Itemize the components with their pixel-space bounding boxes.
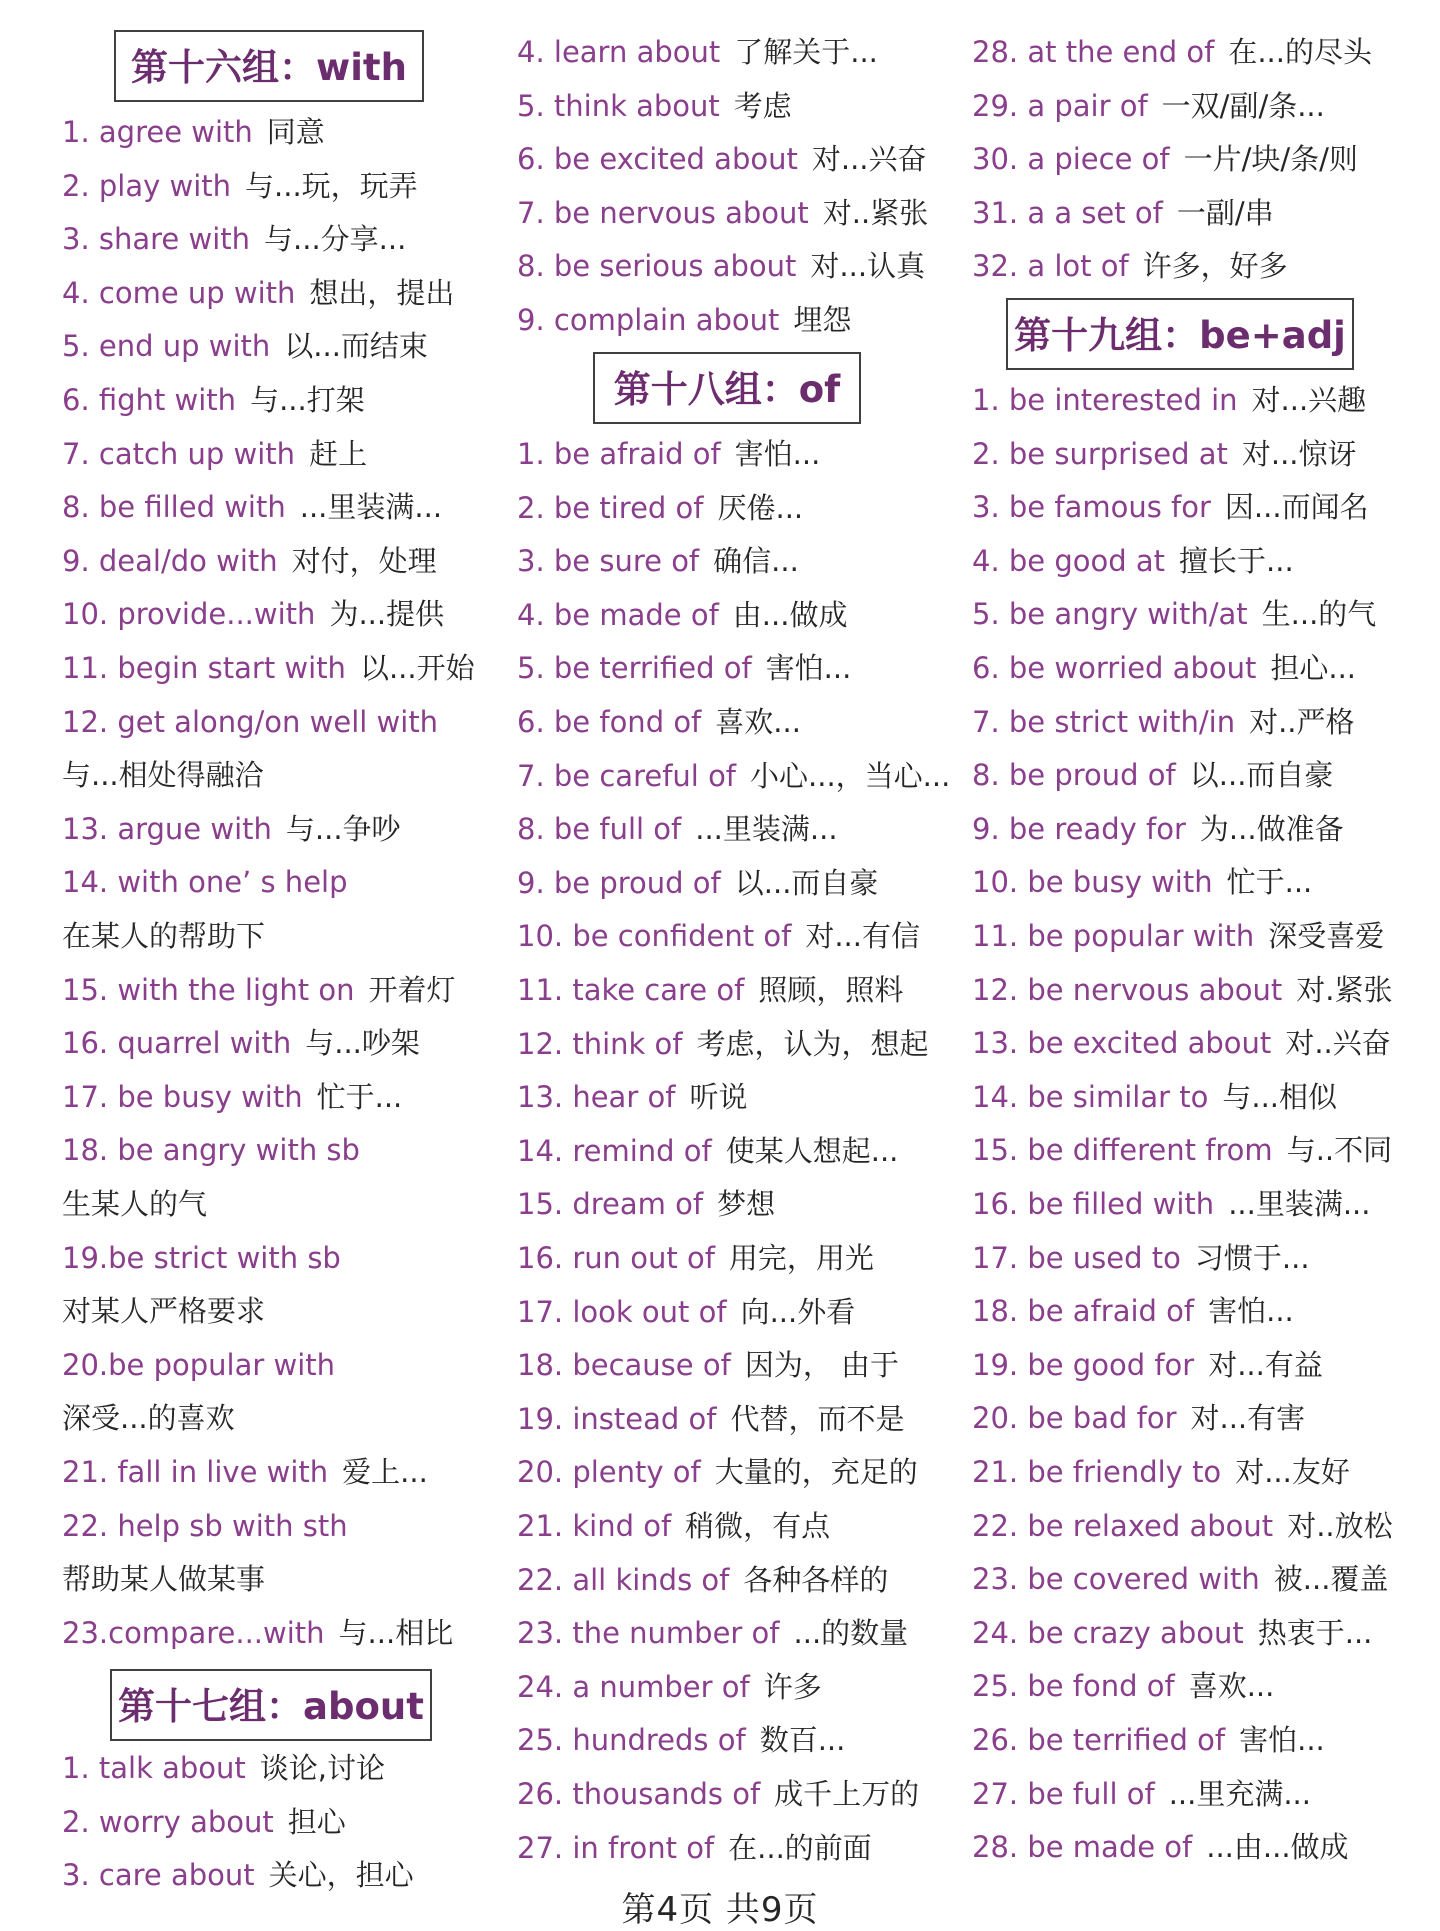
phrase-english: 4. learn about — [517, 35, 721, 69]
phrase-chinese: 用完，用光 — [728, 1241, 874, 1275]
phrase-chinese: 被...覆盖 — [1273, 1562, 1389, 1597]
phrase-item — [517, 1564, 888, 1597]
group-heading-with: 第十六组：with — [114, 30, 424, 102]
phrase-item — [972, 1831, 1349, 1864]
phrase-english: 3. be sure of — [517, 544, 700, 579]
phrase-english: 25. hundreds of — [517, 1723, 746, 1758]
phrase-english: 14. be similar to — [972, 1079, 1209, 1114]
phrase-item — [972, 974, 1392, 1007]
phrase-english: 16. be filled with — [972, 1187, 1215, 1221]
phrase-item — [517, 304, 851, 337]
phrase-chinese: 与...吵架 — [305, 1026, 420, 1061]
phrase-item — [517, 90, 792, 123]
phrase-item — [972, 1134, 1392, 1167]
phrase-chinese: ...里装满... — [299, 490, 443, 525]
phrase-item — [517, 36, 878, 69]
phrase-chinese: 对...有益 — [1208, 1347, 1323, 1382]
phrase-english: 1. be interested in — [972, 383, 1238, 417]
phrase-chinese: 以...开始 — [359, 651, 475, 685]
phrase-item — [62, 1806, 346, 1839]
phrase-english: 28. at the end of — [972, 35, 1215, 69]
phrase-english: 4. be made of — [517, 597, 719, 632]
phrase-item — [972, 384, 1366, 417]
phrase-english: 18. be afraid of — [972, 1294, 1195, 1329]
phrase-item — [972, 545, 1294, 578]
phrase-item — [62, 1349, 335, 1382]
phrase-item — [62, 1027, 420, 1060]
phrase-english: 5. be angry with/at — [972, 597, 1248, 632]
phrase-english: 13. be excited about — [972, 1026, 1272, 1061]
phrase-chinese: 想出，提出 — [309, 275, 455, 310]
phrase-item — [972, 143, 1358, 176]
phrase-english: 1. talk about — [62, 1751, 246, 1785]
phrase-item — [972, 1563, 1388, 1596]
phrase-item — [517, 1617, 908, 1650]
phrase-chinese: 害怕... — [1239, 1723, 1325, 1757]
phrase-chinese: 数百... — [759, 1723, 846, 1758]
group-heading-of: 第十八组：of — [593, 352, 861, 424]
phrase-chinese: 代替，而不是 — [730, 1401, 905, 1436]
phrase-chinese: 喜欢... — [715, 705, 801, 739]
phrase-english: 10. provide...with — [62, 597, 316, 632]
phrase-item — [517, 1832, 872, 1865]
phrase-english: 14. with one’ s help — [62, 865, 348, 900]
phrase-chinese: 赶上 — [309, 436, 368, 471]
phrase-item — [517, 652, 851, 685]
phrase-english: 28. be made of — [972, 1830, 1193, 1865]
phrase-chinese: 许多 — [763, 1669, 822, 1704]
phrase-chinese: 由...做成 — [732, 597, 848, 632]
phrase-item — [972, 1670, 1274, 1703]
phrase-chinese: 对.紧张 — [1296, 972, 1393, 1007]
phrase-item — [62, 1242, 341, 1275]
phrase-chinese: 以...而自豪 — [734, 865, 879, 900]
phrase-chinese: 深受喜爱 — [1268, 919, 1385, 953]
phrase-item — [972, 1724, 1325, 1757]
phrase-english: 11. be popular with — [972, 919, 1255, 953]
phrase-english: 16. quarrel with — [62, 1026, 292, 1061]
phrase-item — [62, 1295, 265, 1328]
phrase-chinese: 成千上万的 — [774, 1777, 920, 1811]
phrase-chinese: 小心...，当心... — [750, 758, 951, 793]
phrase-chinese: 对付，处理 — [291, 543, 437, 578]
phrase-item — [517, 1671, 822, 1704]
phrase-chinese: 以...而结束 — [284, 329, 428, 364]
phrase-chinese: 一片/块/条/则 — [1183, 142, 1358, 177]
phrase-english: 11. take care of — [517, 973, 745, 1007]
phrase-english: 15. dream of — [517, 1187, 704, 1222]
phrase-chinese: 对...认真 — [810, 249, 926, 284]
phrase-item — [62, 759, 264, 792]
phrase-chinese: 开着灯 — [368, 972, 456, 1007]
group-heading-about: 第十七组：about — [110, 1669, 432, 1741]
phrase-english: 22. be relaxed about — [972, 1508, 1274, 1543]
phrase-item — [517, 1242, 874, 1275]
phrase-item — [517, 1456, 918, 1489]
phrase-item — [972, 1027, 1391, 1060]
phrase-item — [62, 116, 325, 149]
phrase-item — [972, 598, 1376, 631]
phrase-english: 26. thousands of — [517, 1777, 761, 1811]
phrase-item — [972, 1081, 1337, 1114]
phrase-english: 20. be bad for — [972, 1401, 1177, 1436]
phrase-chinese: 稍微，有点 — [685, 1509, 831, 1543]
phrase-item — [62, 974, 456, 1007]
phrase-item — [972, 652, 1356, 685]
phrase-english: 27. in front of — [517, 1830, 715, 1865]
phrase-english: 3. be famous for — [972, 490, 1211, 525]
phrase-item — [62, 1402, 235, 1435]
phrase-chinese: 喜欢... — [1188, 1669, 1275, 1704]
phrase-english: 1. agree with — [62, 115, 253, 149]
phrase-english: 22. help sb with sth — [62, 1508, 348, 1543]
phrase-chinese: 以...而自豪 — [1189, 758, 1334, 793]
phrase-item — [62, 491, 442, 524]
phrase-english: 7. be nervous about — [517, 195, 809, 230]
phrase-item — [62, 330, 428, 363]
phrase-chinese: 习惯于... — [1194, 1240, 1310, 1275]
phrase-english: 6. be excited about — [517, 142, 798, 177]
phrase-item — [62, 170, 418, 203]
phrase-english: 9. deal/do with — [62, 543, 278, 578]
phrase-chinese: 害怕... — [765, 651, 852, 686]
phrase-english: 24. a number of — [517, 1669, 750, 1704]
phrase-english: 9. be proud of — [517, 865, 721, 900]
phrase-item — [517, 867, 878, 900]
phrase-english: 6. be fond of — [517, 705, 702, 739]
phrase-item — [62, 1456, 428, 1489]
phrase-chinese: 梦想 — [717, 1187, 776, 1222]
phrase-english: 8. be serious about — [517, 249, 797, 284]
phrase-english: 8. be proud of — [972, 758, 1176, 793]
phrase-english: 14. remind of — [517, 1133, 712, 1168]
phrase-english: 21. be friendly to — [972, 1455, 1222, 1489]
phrase-english: 18. because of — [517, 1348, 731, 1383]
phrase-item — [517, 1135, 898, 1168]
phrase-english: 8. be filled with — [62, 490, 286, 525]
phrase-chinese: 与...相似 — [1222, 1079, 1338, 1114]
phrase-item — [972, 1242, 1310, 1275]
phrase-chinese: 一双/副/条... — [1161, 88, 1325, 123]
phrase-item — [517, 1296, 855, 1329]
phrase-item — [972, 920, 1384, 953]
phrase-chinese: 确信... — [713, 544, 799, 579]
phrase-item — [517, 545, 799, 578]
phrase-chinese: 使某人想起... — [725, 1133, 899, 1168]
phrase-item — [62, 813, 401, 846]
phrase-english: 4. come up with — [62, 275, 296, 310]
phrase-chinese: 为...做准备 — [1199, 811, 1344, 846]
phrase-english: 10. be confident of — [517, 919, 792, 954]
phrase-chinese: 在...的尽头 — [1228, 35, 1372, 69]
phrase-item — [972, 813, 1344, 846]
phrase-chinese: 对...兴趣 — [1251, 383, 1367, 417]
phrase-english: 25. be fond of — [972, 1669, 1175, 1704]
phrase-chinese: 考虑，认为，想起 — [696, 1026, 929, 1061]
phrase-item — [62, 1188, 207, 1221]
phrase-english: 11. begin start with — [62, 651, 346, 685]
phrase-item — [62, 866, 348, 899]
phrase-item — [62, 384, 365, 417]
phrase-chinese: 一副/串 — [1176, 195, 1274, 230]
phrase-chinese: 爱上... — [342, 1455, 428, 1489]
phrase-english: 31. a a set of — [972, 195, 1163, 230]
phrase-item — [972, 759, 1333, 792]
phrase-item — [517, 706, 801, 739]
phrase-english: 9. complain about — [517, 303, 780, 337]
phrase-chinese: 向...外看 — [740, 1294, 856, 1329]
phrase-chinese: 热衷于... — [1257, 1615, 1373, 1650]
phrase-item — [972, 36, 1372, 69]
phrase-english: 3. share with — [62, 222, 251, 257]
phrase-item — [517, 1778, 919, 1811]
phrase-chinese: 对某人严格要求 — [62, 1294, 266, 1329]
phrase-chinese: 与...相比 — [338, 1615, 454, 1650]
phrase-english: 19. be good for — [972, 1347, 1195, 1382]
phrase-english: 7. be strict with/in — [972, 704, 1236, 739]
phrase-chinese: 对...惊讶 — [1241, 436, 1357, 471]
phrase-chinese: 各种各样的 — [743, 1562, 889, 1597]
phrase-chinese: 对..严格 — [1249, 704, 1355, 739]
phrase-english: 21. fall in live with — [62, 1455, 329, 1489]
phrase-item — [517, 1510, 830, 1543]
phrase-chinese: 在某人的帮助下 — [62, 919, 266, 953]
phrase-chinese: ...的数量 — [793, 1616, 909, 1651]
phrase-item — [972, 1456, 1350, 1489]
phrase-english: 19.be strict with sb — [62, 1240, 341, 1275]
phrase-chinese: 考虑 — [733, 88, 792, 123]
phrase-chinese: 在...的前面 — [728, 1830, 872, 1865]
phrase-chinese: ...里装满... — [695, 812, 838, 847]
phrase-item — [972, 1188, 1371, 1221]
phrase-item — [517, 250, 925, 283]
phrase-item — [62, 652, 475, 685]
phrase-chinese: 谈论,讨论 — [259, 1751, 385, 1785]
phrase-item — [62, 706, 438, 739]
phrase-english: 23. be covered with — [972, 1562, 1260, 1597]
phrase-item — [517, 1188, 775, 1221]
phrase-chinese: 生...的气 — [1261, 597, 1377, 632]
phrase-item — [62, 223, 406, 256]
phrase-english: 19. instead of — [517, 1401, 717, 1436]
phrase-chinese: 对...兴奋 — [811, 142, 927, 177]
phrase-item — [517, 438, 820, 471]
phrase-english: 16. run out of — [517, 1241, 715, 1275]
page-footer: 第4页 共9页 — [621, 1890, 819, 1930]
phrase-english: 24. be crazy about — [972, 1615, 1244, 1650]
phrase-chinese: 忙于... — [316, 1079, 403, 1114]
phrase-english: 13. argue with — [62, 811, 272, 846]
phrase-item — [517, 920, 920, 953]
phrase-item — [517, 813, 838, 846]
phrase-english: 26. be terrified of — [972, 1723, 1226, 1757]
phrase-chinese: 大量的，充足的 — [714, 1455, 918, 1490]
phrase-item — [62, 277, 454, 310]
phrase-item — [62, 438, 367, 471]
phrase-item — [517, 1724, 845, 1757]
phrase-chinese: 深受...的喜欢 — [62, 1401, 235, 1436]
phrase-item — [972, 1295, 1294, 1328]
phrase-chinese: 因为， 由于 — [744, 1348, 900, 1383]
phrase-item — [517, 492, 803, 525]
phrase-english: 15. be different from — [972, 1133, 1273, 1168]
phrase-english: 32. a lot of — [972, 249, 1129, 284]
phrase-item — [517, 143, 927, 176]
phrase-chinese: 与...玩，玩弄 — [245, 168, 418, 203]
phrase-chinese: 为...提供 — [329, 597, 445, 632]
phrase-english: 17. look out of — [517, 1294, 727, 1329]
phrase-english: 20.be popular with — [62, 1347, 336, 1382]
phrase-chinese: 对..兴奋 — [1285, 1026, 1391, 1061]
phrase-item — [972, 1349, 1323, 1382]
phrase-english: 9. be ready for — [972, 811, 1186, 846]
phrase-english: 21. kind of — [517, 1509, 672, 1543]
phrase-chinese: 与...相处得融洽 — [62, 758, 264, 793]
phrase-item — [972, 1778, 1311, 1811]
phrase-english: 12. think of — [517, 1026, 683, 1061]
phrase-item — [62, 1563, 265, 1596]
phrase-english: 12. get along/on well with — [62, 704, 439, 739]
phrase-chinese: 与..不同 — [1286, 1133, 1393, 1168]
phrase-item — [62, 1617, 453, 1650]
phrase-chinese: 担心... — [1270, 651, 1357, 685]
phrase-english: 27. be full of — [972, 1776, 1155, 1811]
phrase-item — [62, 545, 437, 578]
phrase-item — [972, 866, 1312, 899]
phrase-english: 17. be used to — [972, 1240, 1181, 1275]
phrase-chinese: 埋怨 — [793, 303, 852, 337]
phrase-item — [62, 1752, 385, 1785]
phrase-chinese: 害怕... — [734, 437, 821, 471]
phrase-chinese: ...由...做成 — [1206, 1830, 1349, 1865]
phrase-item — [972, 706, 1355, 739]
phrase-item — [62, 1081, 402, 1114]
phrase-english: 2. be surprised at — [972, 436, 1228, 471]
phrase-chinese: 擅长于... — [1179, 543, 1294, 578]
phrase-chinese: 与...争吵 — [285, 811, 401, 846]
phrase-chinese: 害怕... — [1208, 1294, 1294, 1329]
phrase-item — [972, 438, 1357, 471]
phrase-chinese: 担心 — [287, 1804, 346, 1839]
phrase-item — [972, 1402, 1305, 1435]
phrase-english: 2. be tired of — [517, 490, 704, 525]
phrase-item — [62, 1510, 348, 1543]
phrase-item — [972, 491, 1369, 524]
phrase-english: 15. with the light on — [62, 972, 355, 1007]
phrase-item — [62, 1134, 360, 1167]
phrase-english: 5. end up with — [62, 329, 271, 364]
phrase-chinese: 对...有信 — [805, 919, 920, 954]
phrase-item — [62, 598, 444, 631]
phrase-chinese: 生某人的气 — [62, 1187, 208, 1221]
phrase-chinese: ...里装满... — [1228, 1187, 1371, 1221]
phrase-chinese: ...里充满... — [1168, 1776, 1311, 1811]
phrase-english: 17. be busy with — [62, 1079, 303, 1114]
phrase-english: 30. a piece of — [972, 142, 1170, 177]
phrase-english: 3. care about — [62, 1858, 255, 1893]
phrase-english: 29. a pair of — [972, 88, 1148, 123]
phrase-item — [517, 599, 847, 632]
phrase-chinese: 厌倦... — [717, 490, 804, 525]
phrase-english: 2. play with — [62, 168, 232, 203]
phrase-chinese: 关心，担心 — [268, 1858, 414, 1893]
phrase-item — [972, 250, 1288, 283]
phrase-chinese: 与...打架 — [250, 383, 365, 417]
phrase-english: 18. be angry with sb — [62, 1133, 360, 1168]
phrase-item — [517, 1028, 929, 1061]
phrase-item — [517, 1081, 747, 1114]
phrase-chinese: 与...分享... — [264, 222, 407, 257]
phrase-item — [517, 760, 950, 793]
phrase-item — [517, 974, 903, 1007]
phrase-item — [972, 1510, 1393, 1543]
phrase-chinese: 忙于... — [1226, 865, 1313, 900]
phrase-english: 8. be full of — [517, 812, 682, 847]
phrase-english: 10. be busy with — [972, 865, 1213, 900]
phrase-english: 4. be good at — [972, 543, 1166, 578]
phrase-english: 6. fight with — [62, 383, 237, 417]
phrase-item — [972, 197, 1274, 230]
phrase-item — [972, 90, 1325, 123]
phrase-chinese: 听说 — [689, 1080, 748, 1115]
phrase-english: 13. hear of — [517, 1080, 676, 1115]
phrase-item — [62, 920, 265, 953]
group-heading-be-adj: 第十九组：be+adj — [1006, 298, 1354, 370]
phrase-chinese: 照顾，照料 — [758, 973, 904, 1007]
phrase-english: 20. plenty of — [517, 1455, 701, 1490]
phrase-english: 7. be careful of — [517, 758, 737, 793]
phrase-chinese: 对...有害 — [1190, 1401, 1306, 1436]
phrase-english: 7. catch up with — [62, 436, 296, 471]
phrase-english: 23. the number of — [517, 1616, 780, 1651]
phrase-item — [517, 1349, 899, 1382]
phrase-english: 1. be afraid of — [517, 437, 721, 471]
phrase-english: 23.compare...with — [62, 1615, 325, 1650]
phrase-chinese: 同意 — [266, 115, 325, 149]
phrase-item — [517, 197, 928, 230]
phrase-english: 6. be worried about — [972, 651, 1257, 685]
phrase-chinese: 对...友好 — [1235, 1455, 1350, 1489]
phrase-english: 2. worry about — [62, 1804, 274, 1839]
phrase-item — [517, 1403, 904, 1436]
phrase-english: 5. think about — [517, 88, 720, 123]
phrase-chinese: 对..紧张 — [822, 195, 929, 230]
phrase-chinese: 因...而闻名 — [1224, 490, 1369, 525]
phrase-chinese: 了解关于... — [734, 35, 878, 69]
phrase-chinese: 许多，好多 — [1142, 249, 1288, 284]
phrase-english: 5. be terrified of — [517, 651, 752, 686]
phrase-english: 22. all kinds of — [517, 1562, 730, 1597]
phrase-chinese: 对..放松 — [1287, 1508, 1393, 1543]
phrase-english: 12. be nervous about — [972, 972, 1283, 1007]
phrase-chinese: 帮助某人做某事 — [62, 1562, 266, 1597]
phrase-item — [972, 1617, 1372, 1650]
